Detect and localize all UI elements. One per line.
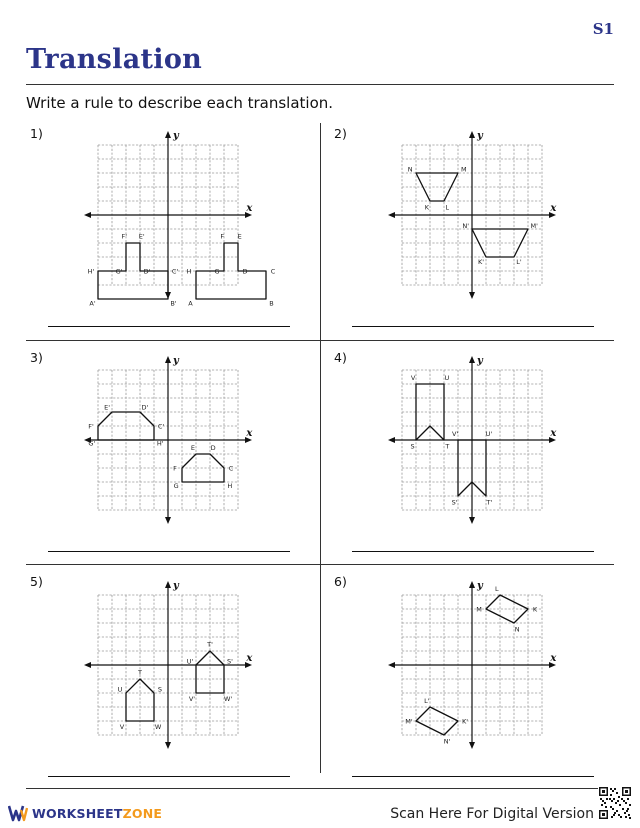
qr-code-icon[interactable] xyxy=(598,786,632,820)
vertex-label: L' xyxy=(516,258,522,267)
vertex-label: D xyxy=(242,267,248,276)
vertex-label: A xyxy=(188,299,193,308)
vertex-label: D' xyxy=(143,267,151,276)
vertex-label: T' xyxy=(207,640,213,649)
coordinate-grid-1 xyxy=(82,130,276,308)
vertex-label: U xyxy=(444,373,450,382)
y-arrow-down xyxy=(469,292,475,299)
vertex-label: H' xyxy=(87,267,95,276)
vertex-label: U xyxy=(117,685,123,694)
footer-divider xyxy=(26,788,614,789)
y-arrow-down xyxy=(165,517,171,524)
vertex-label: V xyxy=(119,722,125,731)
w-logo-icon xyxy=(8,804,28,822)
problem-number-6: 6) xyxy=(334,574,347,589)
logo-text-worksheet: WORKSHEET xyxy=(32,805,123,821)
vertex-label: L' xyxy=(424,697,430,706)
vertex-label: T' xyxy=(486,498,493,507)
vertex-label: K xyxy=(532,605,538,614)
x-axis-label: x xyxy=(246,428,253,439)
problem-number-5: 5) xyxy=(30,574,43,589)
vertex-label: L xyxy=(445,203,449,212)
answer-line-4[interactable] xyxy=(352,551,594,552)
x-axis-label: x xyxy=(550,203,557,214)
vertex-label: G' xyxy=(88,439,96,448)
vertex-label: C xyxy=(228,464,234,473)
x-axis-label: x xyxy=(246,203,253,214)
logo-text-zone: ZONE xyxy=(122,805,163,821)
vertex-label: K' xyxy=(478,258,485,267)
vertex-label: M' xyxy=(530,222,538,231)
vertex-label: H xyxy=(227,482,233,491)
coordinate-grid-6 xyxy=(386,580,562,750)
coordinate-grid-5 xyxy=(82,580,258,750)
worksheet-code: S1 xyxy=(592,20,614,38)
y-axis-label: y xyxy=(173,355,179,367)
y-arrow-up xyxy=(165,356,171,363)
row-divider-2 xyxy=(26,564,614,565)
problem-number-4: 4) xyxy=(334,350,347,365)
vertex-label: F xyxy=(173,464,177,473)
x-arrow-left xyxy=(388,662,395,668)
vertex-label: M xyxy=(476,605,482,614)
vertex-label: D' xyxy=(141,403,149,412)
title-divider xyxy=(26,84,614,85)
y-axis-label: y xyxy=(173,580,179,592)
y-arrow-up xyxy=(165,131,171,138)
x-arrow-left xyxy=(388,437,395,443)
vertex-label: C' xyxy=(171,267,179,276)
coordinate-grid-2 xyxy=(386,130,562,300)
y-axis-label: y xyxy=(477,580,483,592)
vertex-label: U' xyxy=(485,429,493,438)
vertex-label: C' xyxy=(157,422,165,431)
vertex-label: S xyxy=(157,685,163,694)
vertex-label: M' xyxy=(405,717,413,726)
answer-line-1[interactable] xyxy=(48,326,290,327)
y-arrow-up xyxy=(469,356,475,363)
vertex-label: T xyxy=(138,668,142,677)
vertex-label: H' xyxy=(156,439,164,448)
y-axis-label: y xyxy=(477,355,483,367)
answer-line-6[interactable] xyxy=(352,776,594,777)
y-arrow-down xyxy=(469,742,475,749)
problem-number-2: 2) xyxy=(334,126,347,141)
y-arrow-up xyxy=(469,581,475,588)
vertex-label: F xyxy=(220,232,225,241)
vertex-label: N xyxy=(407,165,413,174)
vertex-label: V' xyxy=(451,429,459,438)
instructions: Write a rule to describe each translation. xyxy=(26,94,334,112)
vertex-label: E' xyxy=(138,232,145,241)
vertex-label: F' xyxy=(121,232,128,241)
vertex-label: C xyxy=(270,267,276,276)
vertex-label: T xyxy=(445,442,450,451)
vertex-label: S xyxy=(410,442,415,451)
vertex-label: N' xyxy=(443,737,451,746)
vertex-label: G' xyxy=(115,267,123,276)
vertex-label: M xyxy=(461,165,467,174)
vertex-label: G xyxy=(214,267,220,276)
answer-line-3[interactable] xyxy=(48,551,290,552)
vertex-label: K' xyxy=(461,717,469,726)
y-arrow-down xyxy=(165,742,171,749)
y-arrow-down xyxy=(469,517,475,524)
vertex-label: K xyxy=(424,203,430,212)
x-arrow-left xyxy=(388,212,395,218)
y-axis-label: y xyxy=(173,130,179,142)
coordinate-grid-4 xyxy=(386,355,562,525)
x-axis-label: x xyxy=(550,428,557,439)
vertex-label: N xyxy=(514,625,520,634)
vertex-label: W' xyxy=(223,694,233,703)
vertex-label: A' xyxy=(89,299,96,308)
vertex-label: V xyxy=(410,373,416,382)
page-title: Translation xyxy=(26,44,203,75)
vertex-label: B xyxy=(269,299,274,308)
vertex-label: V' xyxy=(188,694,196,703)
row-divider-1 xyxy=(26,340,614,341)
vertex-label: D xyxy=(210,444,216,453)
vertex-label: E xyxy=(190,444,195,453)
vertex-label: S' xyxy=(227,657,233,666)
answer-line-2[interactable] xyxy=(352,326,594,327)
column-divider xyxy=(320,123,321,773)
x-axis-label: x xyxy=(550,653,557,664)
y-arrow-up xyxy=(165,581,171,588)
y-arrow-up xyxy=(469,131,475,138)
worksheetzone-logo xyxy=(8,804,162,822)
x-axis-label: x xyxy=(246,653,253,664)
vertex-label: G xyxy=(173,482,179,491)
vertex-label: W xyxy=(154,722,162,731)
vertex-label: S' xyxy=(451,498,458,507)
coordinate-grid-3 xyxy=(82,355,258,525)
vertex-label: E' xyxy=(104,403,111,412)
problem-number-3: 3) xyxy=(30,350,43,365)
vertex-label: L xyxy=(495,585,499,594)
vertex-label: H xyxy=(186,267,192,276)
x-arrow-left xyxy=(84,662,91,668)
answer-line-5[interactable] xyxy=(48,776,290,777)
vertex-label: N' xyxy=(462,222,470,231)
problem-number-1: 1) xyxy=(30,126,43,141)
x-arrow-left xyxy=(84,212,91,218)
vertex-label: B' xyxy=(170,299,177,308)
vertex-label: U' xyxy=(186,657,194,666)
vertex-label: F' xyxy=(88,422,94,431)
vertex-label: E xyxy=(237,232,242,241)
scan-text: Scan Here For Digital Version xyxy=(390,806,594,822)
y-axis-label: y xyxy=(477,130,483,142)
